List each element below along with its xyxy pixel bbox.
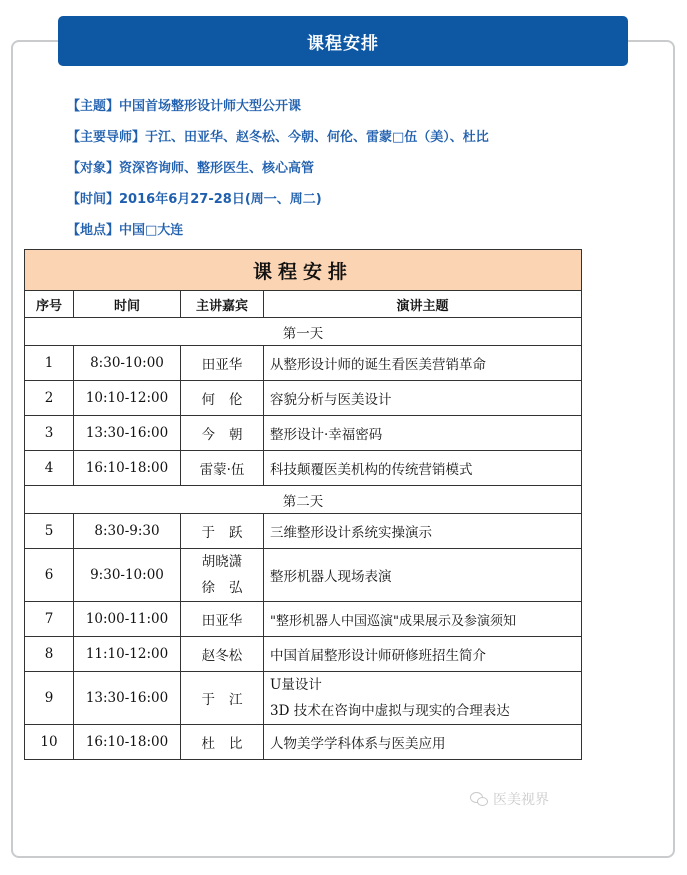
info-audience: 【对象】资深咨询师、整形医生、核心高管 (67, 161, 315, 176)
row-topic: "整形机器人中国巡演"成果展示及参演须知 (264, 602, 582, 637)
row-speaker: 何伦 (181, 381, 264, 416)
header-speaker: 主讲嘉宾 (181, 291, 264, 318)
course-info (67, 96, 489, 251)
row-num: 10 (25, 725, 74, 760)
row-num: 4 (25, 451, 74, 486)
row-time: 8:30-9:30 (74, 514, 181, 549)
day-row (25, 318, 582, 346)
speaker-name: 胡晓潇 (201, 554, 243, 570)
table-row (25, 451, 582, 486)
row-time: 10:10-12:00 (74, 381, 181, 416)
header-time: 时间 (74, 291, 181, 318)
header-num: 序号 (25, 291, 74, 318)
row-topic (264, 672, 582, 725)
row-speaker: 赵冬松 (181, 637, 264, 672)
row-topic: 科技颠覆医美机构的传统营销模式 (264, 451, 582, 486)
table-title-row (25, 250, 582, 291)
day-row (25, 486, 582, 514)
row-time: 16:10-18:00 (74, 451, 181, 486)
row-time: 13:30-16:00 (74, 416, 181, 451)
row-num: 5 (25, 514, 74, 549)
row-time: 11:10-12:00 (74, 637, 181, 672)
row-time: 16:10-18:00 (74, 725, 181, 760)
row-time: 13:30-16:00 (74, 672, 181, 725)
row-num: 2 (25, 381, 74, 416)
table-title: 课程安排 (25, 250, 582, 291)
row-time: 10:00-11:00 (74, 602, 181, 637)
row-num: 3 (25, 416, 74, 451)
table-row (25, 549, 582, 602)
row-speaker: 雷蒙·伍 (181, 451, 264, 486)
row-topic: 整形机器人现场表演 (264, 549, 582, 602)
table-row (25, 346, 582, 381)
topic-line: 3D 技术在咨询中虚拟与现实的合理表达 (270, 703, 510, 719)
row-speaker (181, 549, 264, 602)
day1-label: 第一天 (25, 318, 582, 346)
row-topic: 三维整形设计系统实操演示 (264, 514, 582, 549)
row-num: 6 (25, 549, 74, 602)
day2-label: 第二天 (25, 486, 582, 514)
table-header-row (25, 291, 582, 318)
row-time: 8:30-10:00 (74, 346, 181, 381)
row-topic: 从整形设计师的诞生看医美营销革命 (264, 346, 582, 381)
topic-line: U量设计 (270, 677, 322, 693)
table-row (25, 725, 582, 760)
speaker-name: 徐弘 (201, 580, 257, 596)
row-num: 7 (25, 602, 74, 637)
row-topic: 人物美学学科体系与医美应用 (264, 725, 582, 760)
row-num: 1 (25, 346, 74, 381)
table-row (25, 381, 582, 416)
section-banner: 课程安排 (58, 16, 628, 66)
row-topic: 容貌分析与医美设计 (264, 381, 582, 416)
table-row (25, 637, 582, 672)
info-theme: 【主题】中国首场整形设计师大型公开课 (67, 99, 302, 114)
table-row (25, 602, 582, 637)
table-row (25, 672, 582, 725)
row-topic: 整形设计·幸福密码 (264, 416, 582, 451)
table-row (25, 416, 582, 451)
wechat-icon (470, 792, 488, 806)
row-num: 9 (25, 672, 74, 725)
schedule-table (24, 249, 582, 760)
info-location: 【地点】中国□大连 (67, 223, 184, 238)
watermark (470, 789, 549, 809)
row-topic: 中国首届整形设计师研修班招生简介 (264, 637, 582, 672)
row-speaker: 田亚华 (181, 346, 264, 381)
row-speaker: 于跃 (181, 514, 264, 549)
row-time: 9:30-10:00 (74, 549, 181, 602)
info-time: 【时间】2016年6月27-28日(周一、周二) (67, 192, 322, 207)
row-speaker: 于江 (181, 672, 264, 725)
row-speaker: 田亚华 (181, 602, 264, 637)
watermark-text: 医美视界 (493, 792, 549, 808)
row-speaker: 杜比 (181, 725, 264, 760)
table-row (25, 514, 582, 549)
row-speaker: 今朝 (181, 416, 264, 451)
row-num: 8 (25, 637, 74, 672)
header-topic: 演讲主题 (264, 291, 582, 318)
info-mentors: 【主要导师】于江、田亚华、赵冬松、今朝、何伦、雷蒙□伍（美）、杜比 (67, 130, 489, 145)
